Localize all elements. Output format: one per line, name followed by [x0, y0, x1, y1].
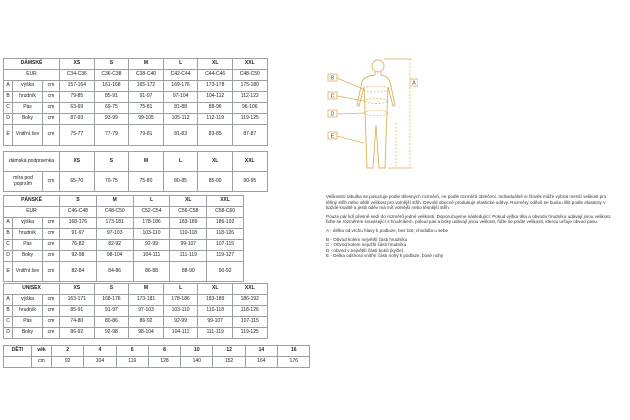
- size-header: S: [94, 152, 129, 172]
- row-label: Vnitřní šev: [13, 125, 43, 146]
- table-cell: 103-110: [133, 229, 170, 240]
- row-unit: cm: [43, 103, 60, 114]
- row-unit: cm: [43, 114, 60, 125]
- table-cell: 112-122: [233, 92, 268, 103]
- row-label: EUR: [4, 70, 60, 81]
- row-letter: D: [4, 251, 13, 262]
- label-d: D: [330, 111, 335, 118]
- table-cell: 118-126: [207, 229, 244, 240]
- men-size-table: [3, 195, 244, 282]
- women-size-table: [3, 58, 268, 146]
- row-letter: D: [4, 328, 13, 339]
- table-cell: C48-C50: [96, 207, 133, 218]
- table-title: UNISEX: [4, 284, 60, 295]
- label-e: E: [330, 133, 335, 140]
- row-label: Boky: [13, 328, 43, 339]
- table-row: [4, 81, 268, 92]
- table-cell: 86-92: [60, 328, 95, 339]
- size-header: XL: [198, 152, 233, 172]
- table-cell: C42-C44: [163, 70, 198, 81]
- table-cell: 87-87: [233, 125, 268, 146]
- size-header: M: [129, 284, 164, 295]
- size-header: XL: [198, 284, 233, 295]
- table-row: [4, 284, 268, 295]
- table-cell: 92-98: [94, 328, 129, 339]
- table-cell: 97-104: [163, 92, 198, 103]
- table-cell: 157-164: [60, 81, 95, 92]
- table-cell: 175-180: [233, 81, 268, 92]
- row-label: míra pod poprsím: [4, 172, 43, 192]
- table-cell: 90-92: [207, 262, 244, 282]
- table-cell: 119-125: [233, 328, 268, 339]
- table-row: [4, 152, 268, 172]
- table-cell: 99-107: [198, 317, 233, 328]
- row-letter: E: [4, 262, 13, 282]
- size-header: S: [94, 59, 129, 70]
- table-cell: 86-88: [133, 262, 170, 282]
- table-cell: 92-98: [60, 251, 97, 262]
- table-cell: 165-172: [129, 81, 164, 92]
- table-cell: 183-189: [198, 295, 233, 306]
- row-label: výška: [13, 81, 43, 92]
- table-cell: 63-69: [60, 103, 95, 114]
- row-unit: cm: [43, 218, 60, 229]
- table-row: [4, 125, 268, 146]
- table-cell: 79-81: [129, 125, 164, 146]
- row-label: hrudník: [13, 229, 43, 240]
- label-boxes: [328, 74, 418, 139]
- table-cell: 116: [116, 357, 148, 368]
- size-header: XXL: [207, 196, 244, 207]
- size-header: XXL: [233, 284, 268, 295]
- table-row: [4, 172, 268, 192]
- table-row: [4, 317, 268, 328]
- table-row: [4, 306, 268, 317]
- table-cell: 97-103: [129, 306, 164, 317]
- size-header: XS: [60, 152, 95, 172]
- table-cell: C48-C50: [233, 70, 268, 81]
- row-unit: cm: [43, 306, 60, 317]
- table-row: [4, 92, 268, 103]
- bra-size-table: [3, 151, 268, 192]
- size-header: L: [163, 284, 198, 295]
- table-cell: 176: [278, 357, 310, 368]
- row-label: Boky: [13, 251, 43, 262]
- table-cell: 107-115: [207, 240, 244, 251]
- table-cell: 92-99: [163, 317, 198, 328]
- body-measurement-figure: [326, 55, 418, 175]
- table-cell: 91-97: [129, 92, 164, 103]
- description-paragraph: Velikostní tabulka se posuzuje podle tělesných rozměrů, ne podle rozměrů oblečení. Individuálně si člověk může vybrat menší velikost pro těšný střih nebo větší velikost pro volnější střih. Devold obecně produkuje elastické oděvy. Rozměry oděvů se budou lišit podle elasticity v každé kvalitě a jestli oděv má mít volnější nebo těsnější střih.: [326, 194, 607, 211]
- row-label: Pás: [13, 240, 43, 251]
- label-a: A: [412, 80, 416, 87]
- table-cell: C38-C40: [129, 70, 164, 81]
- age-header: 6: [116, 346, 148, 357]
- table-cell: C58-C60: [207, 207, 244, 218]
- row-unit: cm: [43, 229, 60, 240]
- table-cell: 88-96: [198, 103, 233, 114]
- table-cell: 98-104: [129, 328, 164, 339]
- table-cell: 186-192: [233, 295, 268, 306]
- row-label: hrudník: [13, 306, 43, 317]
- table-row: [4, 251, 244, 262]
- table-cell: 152: [213, 357, 245, 368]
- size-header: XL: [170, 196, 207, 207]
- row-label: věk: [32, 346, 52, 357]
- legend-item: E - Délka odshora vnitřní části nohy k podlaze, bosé nohy: [326, 253, 444, 259]
- size-guide-description: [326, 194, 618, 259]
- table-cell: 118-126: [233, 306, 268, 317]
- table-cell: 103-110: [163, 306, 198, 317]
- table-cell: 178-186: [163, 295, 198, 306]
- table-cell: C56-C58: [170, 207, 207, 218]
- row-label: hrudník: [13, 92, 43, 103]
- row-unit: cm: [43, 251, 60, 262]
- row-unit: cm: [43, 328, 60, 339]
- table-cell: 111-119: [198, 328, 233, 339]
- row-letter: C: [4, 240, 13, 251]
- table-cell: 92-99: [133, 240, 170, 251]
- table-cell: 161-168: [94, 81, 129, 92]
- row-unit: cm: [43, 125, 60, 146]
- size-header: L: [163, 59, 198, 70]
- size-header: S: [94, 284, 129, 295]
- table-row: [4, 59, 268, 70]
- row-label: Vnitřní šev: [13, 262, 43, 282]
- age-header: 16: [278, 346, 310, 357]
- table-cell: 88-90: [170, 262, 207, 282]
- row-label: [4, 357, 32, 368]
- table-cell: 104-112: [198, 92, 233, 103]
- table-cell: 74-80: [60, 317, 95, 328]
- row-letter: A: [4, 295, 13, 306]
- age-header: 2: [52, 346, 84, 357]
- table-cell: 80-85: [163, 172, 198, 192]
- table-cell: 112-119: [198, 114, 233, 125]
- table-cell: 76-82: [60, 240, 97, 251]
- row-unit: cm: [43, 81, 60, 92]
- table-title: DĚTI: [4, 346, 32, 357]
- age-header: 10: [181, 346, 213, 357]
- row-letter: B: [4, 92, 13, 103]
- table-row: [4, 196, 244, 207]
- table-cell: 119-125: [233, 114, 268, 125]
- row-label: Pás: [13, 103, 43, 114]
- size-header: L: [163, 152, 198, 172]
- table-row: [4, 240, 244, 251]
- size-header: XS: [60, 59, 95, 70]
- table-cell: 99-105: [129, 114, 164, 125]
- row-unit: cm: [43, 317, 60, 328]
- size-header: XS: [60, 284, 95, 295]
- table-cell: 75-80: [129, 172, 164, 192]
- label-b: B: [330, 75, 335, 82]
- table-cell: 110-118: [170, 229, 207, 240]
- table-cell: 186-192: [207, 218, 244, 229]
- table-cell: 140: [181, 357, 213, 368]
- table-cell: 110-118: [198, 306, 233, 317]
- row-unit: cm: [32, 357, 52, 368]
- size-header: XL: [198, 59, 233, 70]
- table-cell: 173-181: [129, 295, 164, 306]
- table-cell: 80-86: [94, 317, 129, 328]
- row-unit: cm: [43, 262, 60, 282]
- table-row: [4, 328, 268, 339]
- table-row: [4, 262, 244, 282]
- size-header: XXL: [233, 59, 268, 70]
- size-header: L: [133, 196, 170, 207]
- table-cell: 82-84: [60, 262, 97, 282]
- table-cell: 82-92: [96, 240, 133, 251]
- size-header: S: [60, 196, 97, 207]
- row-letter: B: [4, 306, 13, 317]
- table-cell: 173-178: [198, 81, 233, 92]
- size-header: XXL: [232, 152, 267, 172]
- table-cell: 168-176: [60, 218, 97, 229]
- table-cell: 69-75: [94, 103, 129, 114]
- kids-size-table: [3, 345, 310, 368]
- table-cell: 75-81: [129, 103, 164, 114]
- row-letter: B: [4, 229, 13, 240]
- table-cell: 70-75: [94, 172, 129, 192]
- table-cell: 119-127: [207, 251, 244, 262]
- table-row: [4, 229, 244, 240]
- table-cell: 92: [52, 357, 84, 368]
- table-cell: 128: [148, 357, 180, 368]
- table-cell: 86-92: [129, 317, 164, 328]
- table-cell: 85-90: [198, 172, 233, 192]
- unisex-size-table: [3, 283, 268, 339]
- row-unit: cm: [43, 240, 60, 251]
- table-cell: 87-93: [60, 114, 95, 125]
- legend-item: D - obvod v největší části boků (kyčle): [326, 247, 404, 253]
- row-label: výška: [13, 295, 43, 306]
- age-header: 14: [245, 346, 277, 357]
- table-row: [4, 207, 244, 218]
- table-title: DÁMSKÉ: [4, 59, 60, 70]
- row-letter: D: [4, 114, 13, 125]
- table-cell: 104: [84, 357, 116, 368]
- table-cell: 163-171: [60, 295, 95, 306]
- description-paragraph: Pouze pár lidí přesně sedí do rozměrů jedné velikosti. Doporučujeme následující: Pokud výška těla a obvodu hrudníku udávají jinou velikost, řiďte se rozměrem související s hrudníkem, pokud pas a boky udávají jinou velikost, řiďte se podle velikosti, kterou určuje obvod pasu.: [326, 213, 612, 225]
- table-row: [4, 346, 310, 357]
- table-row: [4, 103, 268, 114]
- row-label: Pás: [13, 317, 43, 328]
- row-unit: cm: [43, 172, 60, 192]
- table-cell: 77-79: [94, 125, 129, 146]
- size-header: M: [129, 152, 164, 172]
- size-header: M: [96, 196, 133, 207]
- row-label: výška: [13, 218, 43, 229]
- table-cell: 90-95: [232, 172, 267, 192]
- table-cell: 173-181: [96, 218, 133, 229]
- table-cell: 111-119: [170, 251, 207, 262]
- table-row: [4, 295, 268, 306]
- row-label: Boky: [13, 114, 43, 125]
- table-cell: 85-91: [94, 92, 129, 103]
- table-cell: 104-111: [133, 251, 170, 262]
- table-cell: 99-107: [170, 240, 207, 251]
- table-cell: C34-C36: [60, 70, 95, 81]
- table-cell: 104-111: [163, 328, 198, 339]
- table-row: [4, 218, 244, 229]
- row-letter: C: [4, 317, 13, 328]
- age-header: 4: [84, 346, 116, 357]
- table-cell: 81-83: [163, 125, 198, 146]
- age-header: 12: [213, 346, 245, 357]
- table-cell: 96-106: [233, 103, 268, 114]
- row-letter: E: [4, 125, 13, 146]
- table-cell: 65-70: [60, 172, 95, 192]
- row-unit: cm: [43, 92, 60, 103]
- table-cell: 84-86: [96, 262, 133, 282]
- row-letter: A: [4, 81, 13, 92]
- table-cell: C36-C38: [94, 70, 129, 81]
- table-cell: 79-85: [60, 92, 95, 103]
- table-cell: 97-103: [96, 229, 133, 240]
- table-cell: 83-85: [198, 125, 233, 146]
- row-letter: C: [4, 103, 13, 114]
- table-cell: 75-77: [60, 125, 95, 146]
- table-row: [4, 114, 268, 125]
- age-header: 8: [148, 346, 180, 357]
- table-title: dámská podprsenka: [4, 152, 60, 172]
- table-title: PÁNSKÉ: [4, 196, 60, 207]
- table-row: [4, 357, 310, 368]
- table-cell: 168-176: [94, 295, 129, 306]
- table-cell: 91-97: [60, 229, 97, 240]
- table-cell: 93-99: [94, 114, 129, 125]
- table-cell: 85-91: [60, 306, 95, 317]
- table-cell: 178-186: [133, 218, 170, 229]
- legend-item: C - Obvod kolem nejužší části hrudníku: [326, 242, 407, 248]
- table-cell: 98-104: [96, 251, 133, 262]
- row-unit: cm: [43, 295, 60, 306]
- table-cell: 105-112: [163, 114, 198, 125]
- size-header: M: [129, 59, 164, 70]
- legend-item: A - délka od vrchu hlavy k podlaze, bez bot, chodidla u sebe: [326, 227, 449, 233]
- label-c: C: [330, 93, 335, 100]
- row-label: EUR: [4, 207, 60, 218]
- table-cell: 91-97: [94, 306, 129, 317]
- table-cell: 169-176: [163, 81, 198, 92]
- table-cell: 164: [245, 357, 277, 368]
- table-cell: 107-115: [233, 317, 268, 328]
- row-letter: A: [4, 218, 13, 229]
- body-outline: [357, 60, 395, 168]
- table-cell: 183-189: [170, 218, 207, 229]
- table-cell: C52-C54: [133, 207, 170, 218]
- table-cell: C44-C46: [198, 70, 233, 81]
- table-row: [4, 70, 268, 81]
- table-cell: 81-88: [163, 103, 198, 114]
- table-cell: C46-C48: [60, 207, 97, 218]
- legend-item: B - Obvod kolem největší části hrudníku: [326, 236, 408, 242]
